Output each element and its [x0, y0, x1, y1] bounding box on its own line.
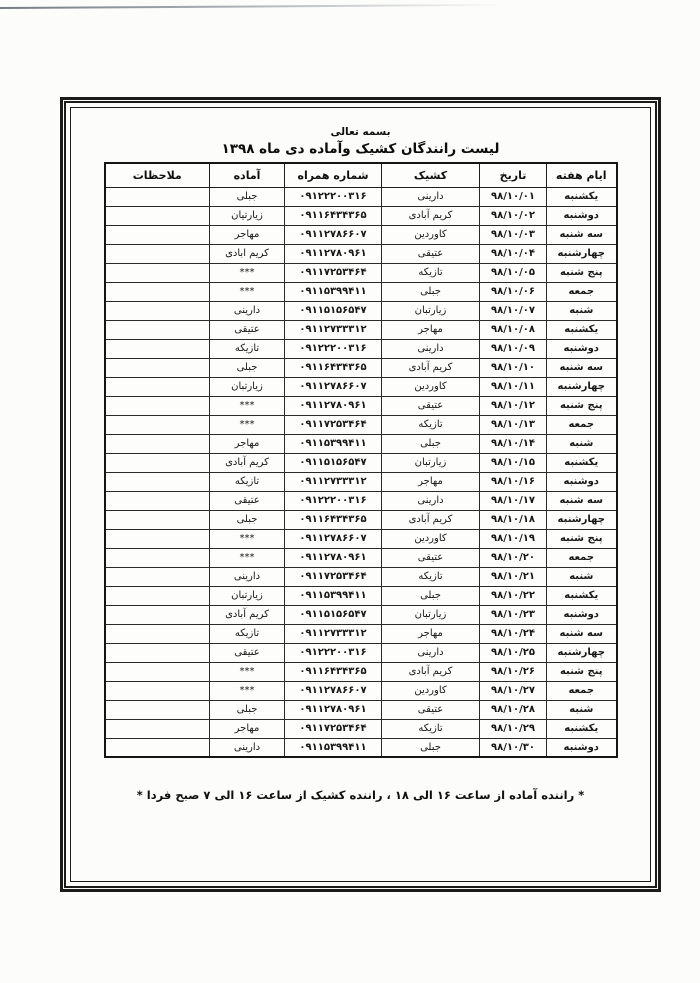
amade-driver-cell: *** — [210, 662, 285, 681]
amade-driver-cell: جبلی — [210, 187, 285, 206]
phone-number-cell: ۰۹۱۱۷۲۵۳۴۶۴ — [285, 415, 382, 434]
weekday-cell: یکشنبه — [547, 187, 617, 206]
keshik-driver-cell: کریم آبادی — [382, 358, 480, 377]
keshik-driver-cell: جبلی — [382, 434, 480, 453]
page-border-frame-middle — [64, 101, 657, 888]
table-row — [105, 301, 617, 320]
date-cell: ۹۸/۱۰/۰۴ — [480, 244, 547, 263]
keshik-driver-cell: زیارتبان — [382, 453, 480, 472]
remarks-cell — [105, 662, 210, 681]
remarks-cell — [105, 719, 210, 738]
date-cell: ۹۸/۱۰/۰۲ — [480, 206, 547, 225]
date-cell: ۹۸/۱۰/۰۷ — [480, 301, 547, 320]
table-row — [105, 681, 617, 700]
amade-driver-cell: عتیقی — [210, 320, 285, 339]
remarks-cell — [105, 339, 210, 358]
keshik-driver-cell: تازیکه — [382, 567, 480, 586]
page-border-frame — [60, 97, 661, 892]
phone-number-cell: ۰۹۱۱۷۲۵۳۴۶۴ — [285, 567, 382, 586]
table-row — [105, 206, 617, 225]
date-cell: ۹۸/۱۰/۱۲ — [480, 396, 547, 415]
phone-number-cell: ۰۹۱۱۶۴۳۴۳۶۵ — [285, 358, 382, 377]
weekday-cell: پنج شنبه — [547, 529, 617, 548]
remarks-cell — [105, 434, 210, 453]
amade-driver-cell: دارینی — [210, 567, 285, 586]
remarks-cell — [105, 605, 210, 624]
weekday-cell: پنج شنبه — [547, 263, 617, 282]
keshik-driver-cell: دارینی — [382, 491, 480, 510]
table-row — [105, 244, 617, 263]
driver-roster-table — [104, 162, 618, 758]
keshik-driver-cell: جبلی — [382, 738, 480, 757]
table-row — [105, 225, 617, 244]
column-header-weekday: ایام هفته — [547, 163, 617, 187]
remarks-cell — [105, 244, 210, 263]
keshik-driver-cell: کاوردین — [382, 377, 480, 396]
phone-number-cell: ۰۹۱۱۲۷۸۰۹۶۱ — [285, 244, 382, 263]
weekday-cell: سه شنبه — [547, 491, 617, 510]
weekday-cell: دوشنبه — [547, 339, 617, 358]
weekday-cell: سه شنبه — [547, 624, 617, 643]
keshik-driver-cell: عتیقی — [382, 700, 480, 719]
phone-number-cell: ۰۹۱۱۶۴۳۴۳۶۵ — [285, 206, 382, 225]
table-row — [105, 263, 617, 282]
keshik-driver-cell: کریم آبادی — [382, 510, 480, 529]
phone-number-cell: ۰۹۱۲۲۲۰۰۳۱۶ — [285, 339, 382, 358]
weekday-cell: دوشنبه — [547, 206, 617, 225]
weekday-cell: جمعه — [547, 681, 617, 700]
remarks-cell — [105, 738, 210, 757]
date-cell: ۹۸/۱۰/۳۰ — [480, 738, 547, 757]
scan-artifact-line — [0, 4, 504, 9]
phone-number-cell: ۰۹۱۱۲۷۸۶۶۰۷ — [285, 529, 382, 548]
bismillah-text: بسمه تعالی — [330, 126, 391, 138]
weekday-cell: دوشنبه — [547, 605, 617, 624]
amade-driver-cell: تازیکه — [210, 339, 285, 358]
keshik-driver-cell: زیارتبان — [382, 301, 480, 320]
amade-driver-cell: *** — [210, 282, 285, 301]
weekday-cell: چهارشنبه — [547, 244, 617, 263]
date-cell: ۹۸/۱۰/۲۸ — [480, 700, 547, 719]
keshik-driver-cell: تازیکه — [382, 719, 480, 738]
phone-number-cell: ۰۹۱۱۲۷۳۳۳۱۲ — [285, 472, 382, 491]
amade-driver-cell: کریم آبادی — [210, 453, 285, 472]
amade-driver-cell: دارینی — [210, 738, 285, 757]
keshik-driver-cell: کریم آبادی — [382, 662, 480, 681]
weekday-cell: یکشنبه — [547, 320, 617, 339]
footnote-text: * راننده آماده از ساعت ۱۶ الی ۱۸ ، راننده کشیک از ساعت ۱۶ الی ۷ صبح فردا * — [136, 788, 585, 802]
date-cell: ۹۸/۱۰/۲۵ — [480, 643, 547, 662]
weekday-cell: شنبه — [547, 434, 617, 453]
table-row — [105, 453, 617, 472]
date-cell: ۹۸/۱۰/۱۴ — [480, 434, 547, 453]
keshik-driver-cell: زیارتبان — [382, 605, 480, 624]
keshik-driver-cell: مهاجر — [382, 624, 480, 643]
weekday-cell: چهارشنبه — [547, 510, 617, 529]
date-cell: ۹۸/۱۰/۱۰ — [480, 358, 547, 377]
table-row — [105, 529, 617, 548]
weekday-cell: چهارشنبه — [547, 643, 617, 662]
remarks-cell — [105, 453, 210, 472]
amade-driver-cell: تازیکه — [210, 624, 285, 643]
amade-driver-cell: *** — [210, 415, 285, 434]
remarks-cell — [105, 225, 210, 244]
weekday-cell: جمعه — [547, 548, 617, 567]
amade-driver-cell: *** — [210, 529, 285, 548]
date-cell: ۹۸/۱۰/۰۳ — [480, 225, 547, 244]
date-cell: ۹۸/۱۰/۱۹ — [480, 529, 547, 548]
phone-number-cell: ۰۹۱۱۲۷۸۰۹۶۱ — [285, 548, 382, 567]
amade-driver-cell: مهاجر — [210, 434, 285, 453]
remarks-cell — [105, 187, 210, 206]
remarks-cell — [105, 377, 210, 396]
phone-number-cell: ۰۹۱۱۶۴۳۴۳۶۵ — [285, 510, 382, 529]
phone-number-cell: ۰۹۱۱۵۳۹۹۴۱۱ — [285, 586, 382, 605]
amade-driver-cell: کریم ابادی — [210, 244, 285, 263]
phone-number-cell: ۰۹۱۲۲۲۰۰۳۱۶ — [285, 643, 382, 662]
remarks-cell — [105, 415, 210, 434]
phone-number-cell: ۰۹۱۱۲۷۳۳۳۱۲ — [285, 320, 382, 339]
remarks-cell — [105, 491, 210, 510]
table-row — [105, 510, 617, 529]
date-cell: ۹۸/۱۰/۲۴ — [480, 624, 547, 643]
page-border-frame-inner — [70, 107, 651, 882]
table-row — [105, 396, 617, 415]
driver-table-body — [105, 187, 617, 757]
remarks-cell — [105, 510, 210, 529]
weekday-cell: یکشنبه — [547, 453, 617, 472]
keshik-driver-cell: مهاجر — [382, 472, 480, 491]
table-row — [105, 605, 617, 624]
column-header-remarks: ملاحظات — [105, 163, 210, 187]
weekday-cell: پنج شنبه — [547, 662, 617, 681]
table-row — [105, 586, 617, 605]
remarks-cell — [105, 282, 210, 301]
amade-driver-cell: مهاجر — [210, 225, 285, 244]
weekday-cell: شنبه — [547, 567, 617, 586]
amade-driver-cell: جبلی — [210, 700, 285, 719]
table-row — [105, 339, 617, 358]
weekday-cell: دوشنبه — [547, 472, 617, 491]
keshik-driver-cell: عتیقی — [382, 396, 480, 415]
remarks-cell — [105, 700, 210, 719]
table-row — [105, 662, 617, 681]
keshik-driver-cell: تازیکه — [382, 263, 480, 282]
table-row — [105, 548, 617, 567]
remarks-cell — [105, 529, 210, 548]
amade-driver-cell: مهاجر — [210, 719, 285, 738]
weekday-cell: یکشنبه — [547, 719, 617, 738]
column-header-keshik: کشیک — [382, 163, 480, 187]
remarks-cell — [105, 320, 210, 339]
phone-number-cell: ۰۹۱۱۷۲۵۳۴۶۴ — [285, 719, 382, 738]
phone-number-cell: ۰۹۱۱۲۷۸۶۶۰۷ — [285, 681, 382, 700]
phone-number-cell: ۰۹۱۱۲۷۳۳۳۱۲ — [285, 624, 382, 643]
amade-driver-cell: تازیکه — [210, 472, 285, 491]
amade-driver-cell: جبلی — [210, 358, 285, 377]
table-row — [105, 700, 617, 719]
phone-number-cell: ۰۹۱۱۲۷۸۰۹۶۱ — [285, 396, 382, 415]
table-row — [105, 434, 617, 453]
remarks-cell — [105, 643, 210, 662]
table-row — [105, 187, 617, 206]
amade-driver-cell: *** — [210, 681, 285, 700]
date-cell: ۹۸/۱۰/۲۱ — [480, 567, 547, 586]
amade-driver-cell: عتیقی — [210, 491, 285, 510]
phone-number-cell: ۰۹۱۱۵۱۵۶۵۴۷ — [285, 605, 382, 624]
keshik-driver-cell: کاوردین — [382, 225, 480, 244]
table-row — [105, 643, 617, 662]
amade-driver-cell: *** — [210, 396, 285, 415]
keshik-driver-cell: کریم آبادی — [382, 206, 480, 225]
remarks-cell — [105, 358, 210, 377]
keshik-driver-cell: کاوردین — [382, 681, 480, 700]
amade-driver-cell: *** — [210, 548, 285, 567]
amade-driver-cell: عتیقی — [210, 643, 285, 662]
column-header-amade: آماده — [210, 163, 285, 187]
table-row — [105, 719, 617, 738]
column-header-date: تاریخ — [480, 163, 547, 187]
phone-number-cell: ۰۹۱۱۷۲۵۳۴۶۴ — [285, 263, 382, 282]
amade-driver-cell: جبلی — [210, 510, 285, 529]
date-cell: ۹۸/۱۰/۱۵ — [480, 453, 547, 472]
remarks-cell — [105, 681, 210, 700]
phone-number-cell: ۰۹۱۲۲۲۰۰۳۱۶ — [285, 491, 382, 510]
keshik-driver-cell: دارینی — [382, 187, 480, 206]
weekday-cell: دوشنبه — [547, 738, 617, 757]
table-row — [105, 415, 617, 434]
weekday-cell: شنبه — [547, 301, 617, 320]
phone-number-cell: ۰۹۱۱۲۷۸۶۶۰۷ — [285, 377, 382, 396]
remarks-cell — [105, 567, 210, 586]
date-cell: ۹۸/۱۰/۲۳ — [480, 605, 547, 624]
weekday-cell: سه شنبه — [547, 225, 617, 244]
date-cell: ۹۸/۱۰/۱۷ — [480, 491, 547, 510]
amade-driver-cell: کریم آبادی — [210, 605, 285, 624]
column-header-phone: شماره همراه — [285, 163, 382, 187]
remarks-cell — [105, 263, 210, 282]
remarks-cell — [105, 301, 210, 320]
keshik-driver-cell: دارینی — [382, 339, 480, 358]
remarks-cell — [105, 548, 210, 567]
phone-number-cell: ۰۹۱۲۲۲۰۰۳۱۶ — [285, 187, 382, 206]
date-cell: ۹۸/۱۰/۰۶ — [480, 282, 547, 301]
weekday-cell: جمعه — [547, 282, 617, 301]
keshik-driver-cell: مهاجر — [382, 320, 480, 339]
table-row — [105, 567, 617, 586]
date-cell: ۹۸/۱۰/۰۸ — [480, 320, 547, 339]
date-cell: ۹۸/۱۰/۱۶ — [480, 472, 547, 491]
date-cell: ۹۸/۱۰/۰۱ — [480, 187, 547, 206]
date-cell: ۹۸/۱۰/۱۱ — [480, 377, 547, 396]
keshik-driver-cell: تازیکه — [382, 415, 480, 434]
date-cell: ۹۸/۱۰/۲۷ — [480, 681, 547, 700]
table-header-row — [105, 163, 617, 187]
table-row — [105, 491, 617, 510]
table-row — [105, 738, 617, 757]
phone-number-cell: ۰۹۱۱۵۱۵۶۵۴۷ — [285, 453, 382, 472]
remarks-cell — [105, 396, 210, 415]
amade-driver-cell: *** — [210, 263, 285, 282]
weekday-cell: پنج شنبه — [547, 396, 617, 415]
page-title: لیست رانندگان کشیک وآماده دی ماه ۱۳۹۸ — [221, 141, 500, 157]
keshik-driver-cell: عتیقی — [382, 244, 480, 263]
amade-driver-cell: زیارتبان — [210, 377, 285, 396]
table-row — [105, 320, 617, 339]
phone-number-cell: ۰۹۱۱۵۳۹۹۴۱۱ — [285, 738, 382, 757]
phone-number-cell: ۰۹۱۱۶۴۳۴۳۶۵ — [285, 662, 382, 681]
date-cell: ۹۸/۱۰/۱۸ — [480, 510, 547, 529]
remarks-cell — [105, 624, 210, 643]
date-cell: ۹۸/۱۰/۲۹ — [480, 719, 547, 738]
date-cell: ۹۸/۱۰/۲۰ — [480, 548, 547, 567]
date-cell: ۹۸/۱۰/۱۳ — [480, 415, 547, 434]
phone-number-cell: ۰۹۱۱۵۱۵۶۵۴۷ — [285, 301, 382, 320]
weekday-cell: یکشنبه — [547, 586, 617, 605]
date-cell: ۹۸/۱۰/۰۹ — [480, 339, 547, 358]
table-row — [105, 624, 617, 643]
keshik-driver-cell: جبلی — [382, 282, 480, 301]
phone-number-cell: ۰۹۱۱۵۳۹۹۴۱۱ — [285, 282, 382, 301]
keshik-driver-cell: عتیقی — [382, 548, 480, 567]
remarks-cell — [105, 472, 210, 491]
table-row — [105, 282, 617, 301]
amade-driver-cell: دارینی — [210, 301, 285, 320]
table-row — [105, 358, 617, 377]
date-cell: ۹۸/۱۰/۲۶ — [480, 662, 547, 681]
weekday-cell: شنبه — [547, 700, 617, 719]
remarks-cell — [105, 206, 210, 225]
phone-number-cell: ۰۹۱۱۲۷۸۰۹۶۱ — [285, 700, 382, 719]
table-row — [105, 472, 617, 491]
remarks-cell — [105, 586, 210, 605]
phone-number-cell: ۰۹۱۱۵۳۹۹۴۱۱ — [285, 434, 382, 453]
keshik-driver-cell: جبلی — [382, 586, 480, 605]
weekday-cell: چهارشنبه — [547, 377, 617, 396]
weekday-cell: جمعه — [547, 415, 617, 434]
date-cell: ۹۸/۱۰/۲۲ — [480, 586, 547, 605]
weekday-cell: سه شنبه — [547, 358, 617, 377]
keshik-driver-cell: کاوردین — [382, 529, 480, 548]
table-row — [105, 377, 617, 396]
amade-driver-cell: زیارتبان — [210, 586, 285, 605]
amade-driver-cell: زیارتیان — [210, 206, 285, 225]
date-cell: ۹۸/۱۰/۰۵ — [480, 263, 547, 282]
keshik-driver-cell: دارینی — [382, 643, 480, 662]
phone-number-cell: ۰۹۱۱۲۷۸۶۶۰۷ — [285, 225, 382, 244]
